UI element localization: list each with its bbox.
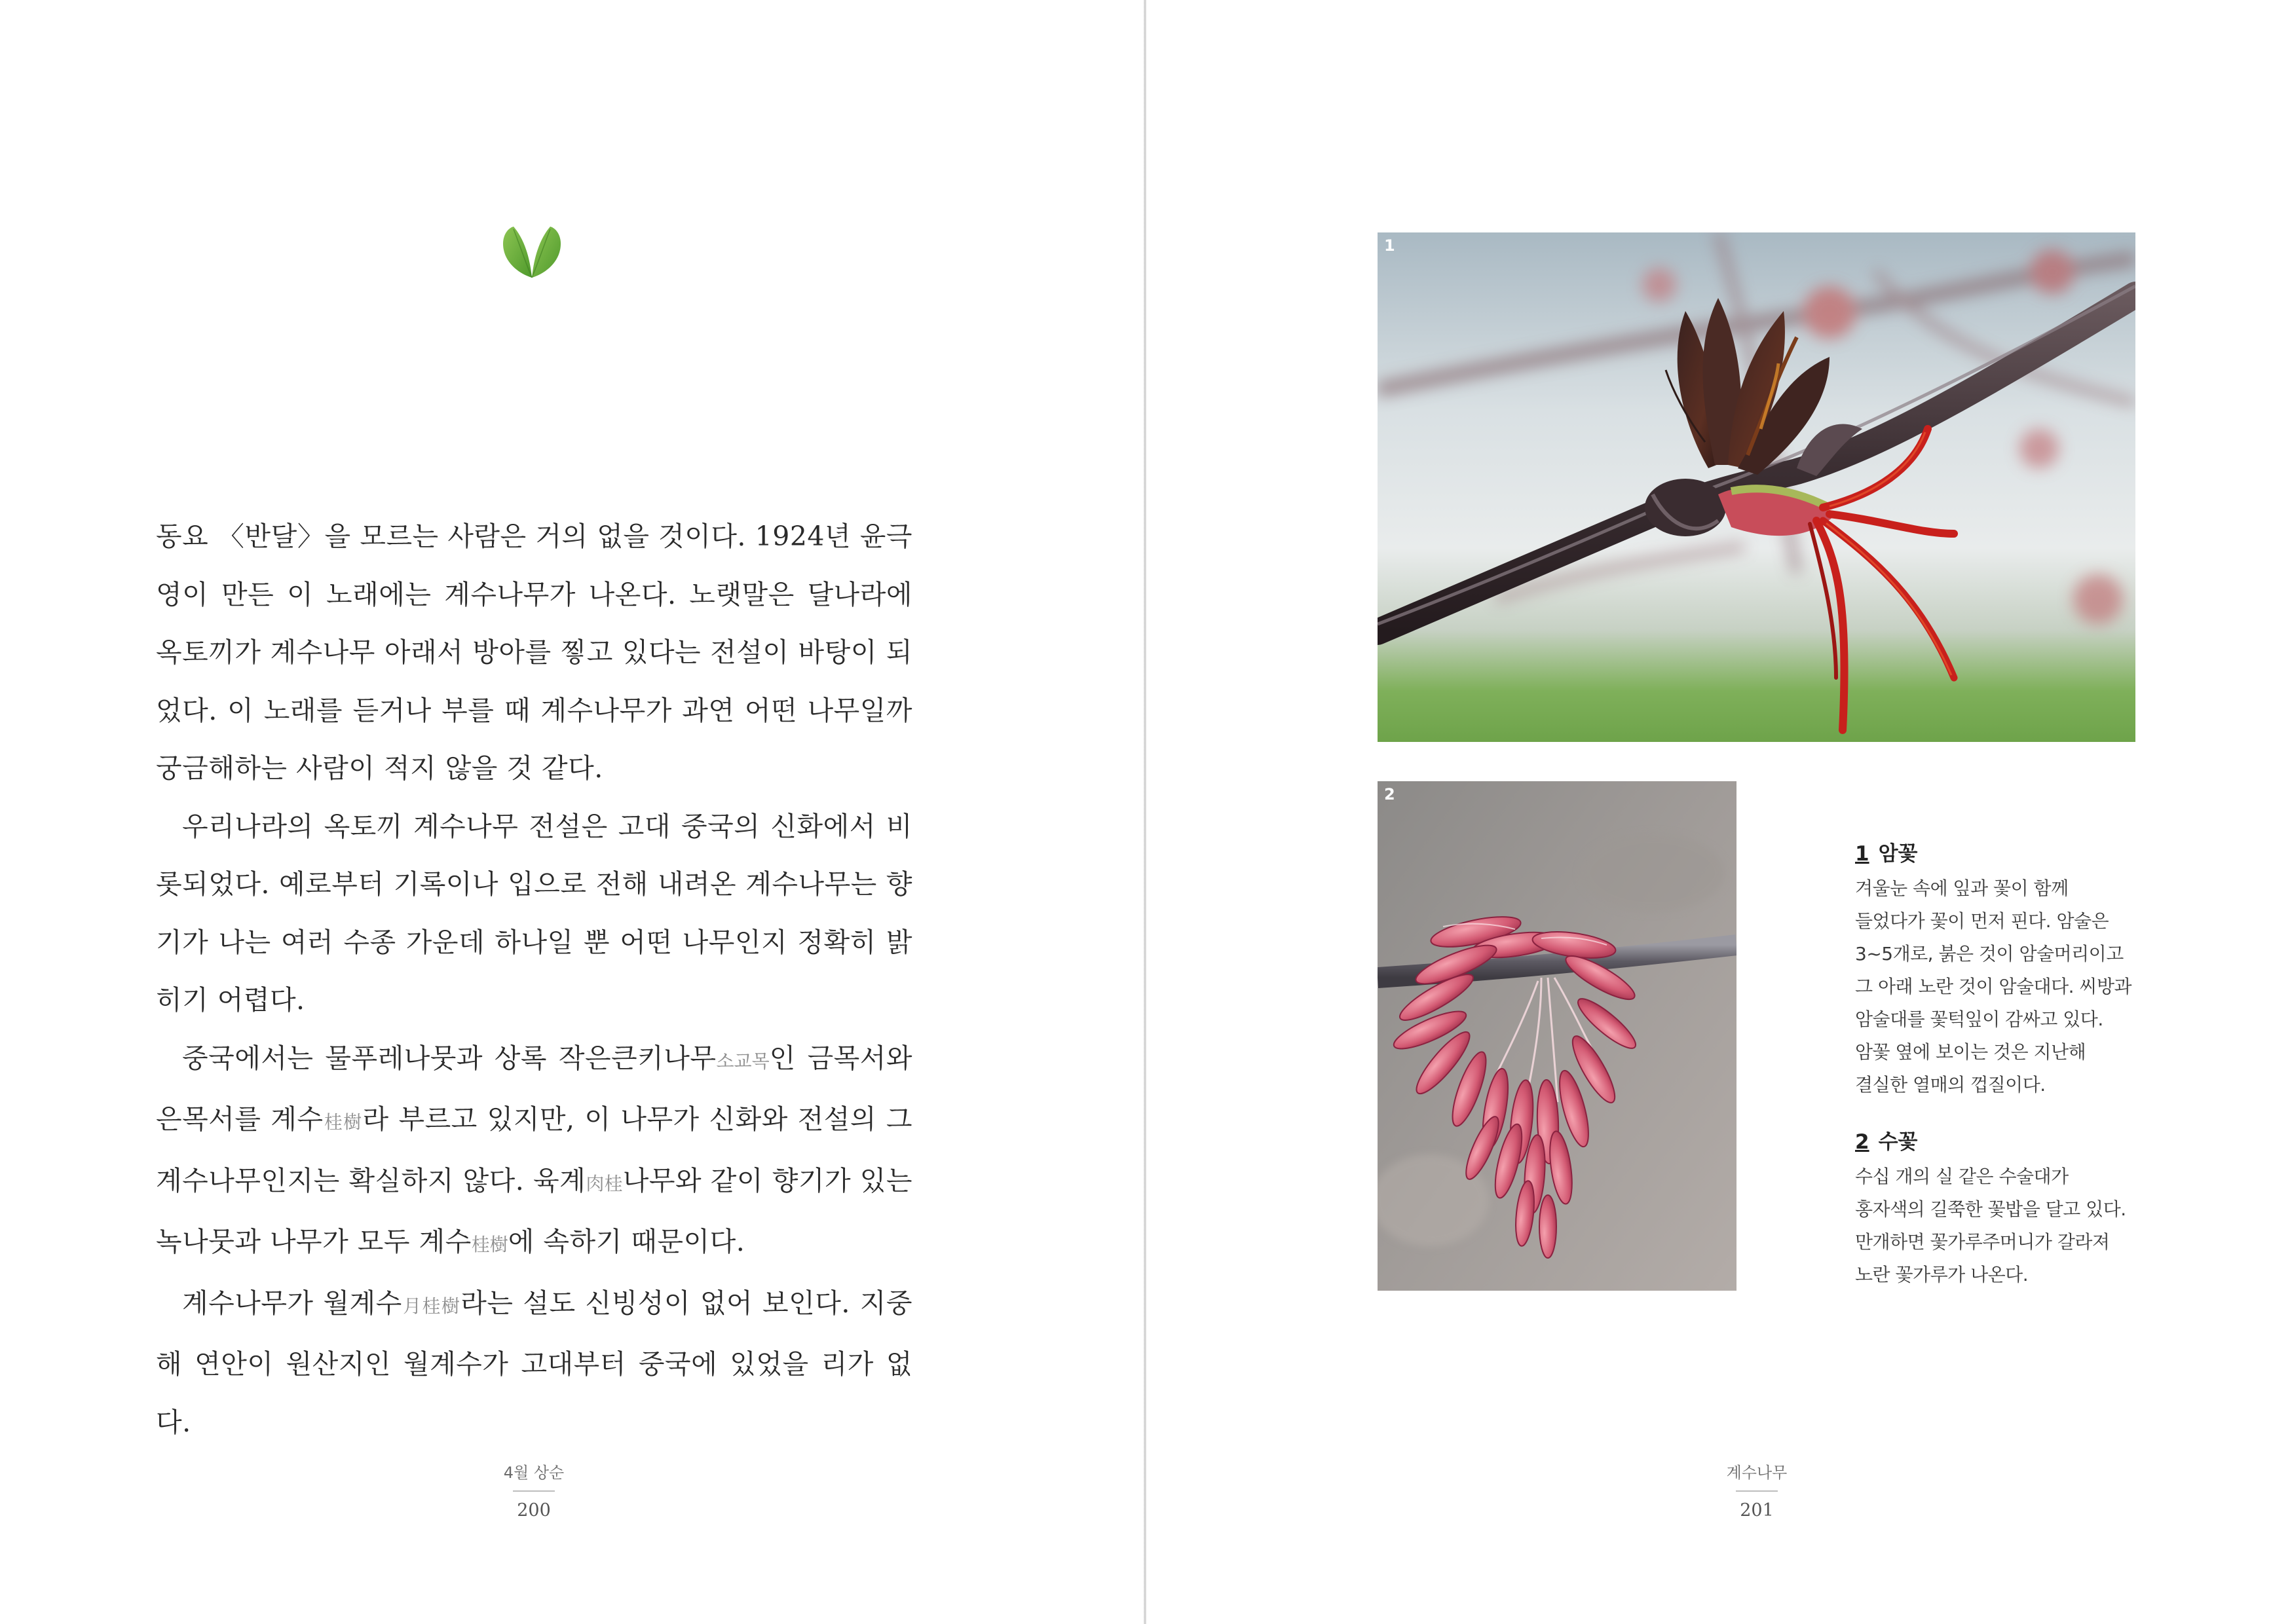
body-paragraph [156,798,912,1029]
photo-number-badge: 1 [1384,236,1395,255]
caption-line: 만개하면 꽃가루주머니가 갈라져 [1855,1231,2110,1253]
caption-line: 겨울눈 속에 잎과 꽃이 함께 [1855,877,2069,899]
text-run: 라 부르고 있지만, 이 나무가 신화와 전설의 그 계수나무인지는 확실하지 않다. 육계 [156,1103,912,1196]
body-paragraph [156,507,912,798]
caption-female-flower [1855,840,2163,1101]
hanja-gloss: 肉桂 [586,1172,623,1194]
caption-line: 수십 개의 실 같은 수술대가 [1855,1166,2069,1187]
male-flower-photo [1378,781,1736,1291]
caption-line: 암술대를 꽃턱잎이 감싸고 있다. [1855,1008,2103,1030]
left-page [0,0,1144,1624]
caption-body [1855,872,2163,1101]
hanja-gloss: 月桂樹 [402,1295,461,1317]
hanja-gloss: 桂樹 [323,1111,363,1133]
body-text [156,507,912,1451]
caption-number: 1 [1855,842,1869,866]
text-run: 나무와 같이 향기가 있는 녹나뭇과 나무가 모두 계수 [156,1164,912,1257]
caption-line: 홍자색의 길쭉한 꽃밥을 달고 있다. [1855,1198,2126,1220]
hanja-gloss: 소교목 [716,1050,770,1072]
female-flower-photo [1378,232,2135,742]
leaf-pair-icon [499,223,565,282]
photo-captions [1855,840,2163,1291]
caption-line: 3~5개로, 붉은 것이 암술머리이고 [1855,943,2124,965]
caption-title [1855,840,2163,868]
caption-male-flower [1855,1128,2163,1291]
text-run: 에 속하기 때문이다. [508,1226,745,1257]
running-head: 4월 상순 [503,1464,565,1482]
left-folio [436,1462,632,1522]
caption-line: 암꽃 옆에 보이는 것은 지난해 [1855,1041,2086,1063]
text-run: 계수나무가 월계수 [182,1287,402,1319]
hanja-gloss: 桂樹 [471,1234,508,1255]
photo-number-badge: 2 [1384,785,1395,803]
caption-line: 들었다가 꽃이 먼저 핀다. 암술은 [1855,910,2109,932]
caption-line: 결실한 열매의 껍질이다. [1855,1074,2046,1096]
caption-number: 2 [1855,1130,1869,1154]
right-folio [1659,1462,1855,1522]
body-paragraph [156,1274,912,1452]
text-run: 중국에서는 물푸레나뭇과 상록 작은큰키나무 [182,1042,717,1074]
folio-rule [1736,1490,1778,1492]
text-run: 동요 〈반달〉을 모르는 사람은 거의 없을 것이다. 1924년 윤극영이 만든 이 노래에는 계수나무가 나온다. 노랫말은 달나라에 옥토끼가 계수나무 아래서 방아를 찧고 있다는 전설이 바탕이 되었다. 이 노래를 듣거나 부를 때 계수나무가 과연 어떤 나무일까 궁금해하는 사람이 적지 않을 것 같다. [156,521,912,784]
text-run: 우리나라의 옥토끼 계수나무 전설은 고대 중국의 신화에서 비롯되었다. 예로부터 기록이나 입으로 전해 내려온 계수나무는 향기가 나는 여러 수종 가운데 하나일 뿐 어떤 나무인지 정확히 밝히기 어렵다. [156,810,912,1016]
text-run: 인 금목서와 은목서를 계수 [156,1042,912,1135]
caption-heading: 암꽃 [1878,842,1918,866]
folio-rule [513,1490,555,1492]
body-paragraph [156,1029,912,1274]
caption-body [1855,1160,2163,1291]
caption-title [1855,1128,2163,1156]
page-number: 200 [517,1500,551,1521]
text-run: 라는 설도 신빙성이 없어 보인다. 지중해 연안이 원산지인 월계수가 고대부터 중국에 있었을 리가 없다. [156,1287,912,1438]
caption-line: 그 아래 노란 것이 암술대다. 씨방과 [1855,976,2132,997]
caption-line: 노란 꽃가루가 나온다. [1855,1264,2029,1285]
caption-heading: 수꽃 [1878,1130,1918,1154]
running-head: 계수나무 [1726,1464,1788,1482]
page-number: 201 [1740,1500,1774,1521]
